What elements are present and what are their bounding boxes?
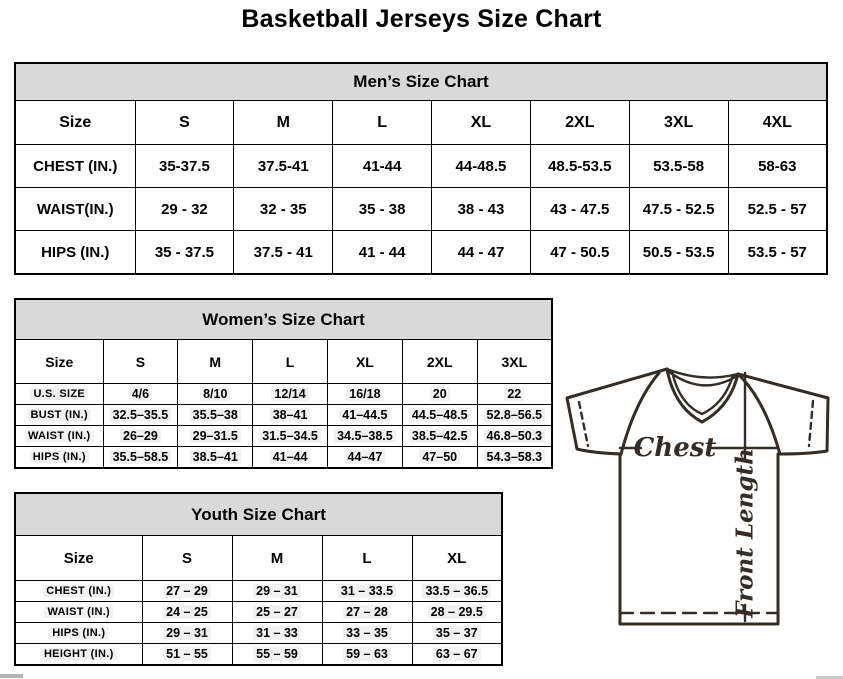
women-col-header-l: L	[253, 340, 328, 384]
men-value-cell: 35 - 38	[333, 188, 432, 231]
men-chart-title: Men’s Size Chart	[15, 63, 827, 101]
women-value-cell	[327, 405, 402, 426]
men-data-row	[15, 145, 827, 188]
youth-value-cell	[232, 602, 322, 623]
youth-value-cell-text: 29 – 31	[163, 626, 211, 640]
youth-row-label	[15, 602, 142, 623]
women-value-cell	[178, 405, 253, 426]
men-size-header: Size	[15, 101, 135, 145]
youth-col-header-l: L	[322, 536, 412, 581]
youth-value-cell	[142, 581, 232, 602]
women-row-label	[15, 447, 103, 469]
youth-size-header: Size	[15, 536, 142, 581]
men-value-cell: 47 - 50.5	[530, 231, 629, 275]
men-value-cell: 29 - 32	[135, 188, 234, 231]
youth-col-header-xl: XL	[412, 536, 502, 581]
women-value-cell	[253, 405, 328, 426]
youth-value-cell-text: 31 – 33.5	[338, 584, 396, 598]
youth-data-row	[15, 581, 502, 602]
men-col-header-4xl: 4XL	[728, 101, 827, 145]
women-value-cell-text: 35.5–58.5	[110, 450, 172, 464]
men-col-header-s: S	[135, 101, 234, 145]
women-row-label-text: U.S. SIZE	[30, 388, 88, 400]
women-data-row	[15, 447, 552, 469]
women-col-header-s: S	[103, 340, 178, 384]
women-data-row	[15, 405, 552, 426]
men-value-cell: 35 - 37.5	[135, 231, 234, 275]
women-data-row	[15, 426, 552, 447]
front-length-label: Front Length	[731, 448, 759, 618]
women-value-cell	[253, 447, 328, 469]
youth-row-label	[15, 581, 142, 602]
youth-value-cell-text: 63 – 67	[433, 647, 481, 661]
men-value-cell: 41-44	[333, 145, 432, 188]
women-value-cell	[402, 447, 477, 469]
mens-size-chart-table	[14, 62, 828, 275]
women-value-cell	[477, 384, 552, 405]
women-value-cell	[327, 384, 402, 405]
men-value-cell: 32 - 35	[234, 188, 333, 231]
men-col-header-l: L	[333, 101, 432, 145]
youth-value-cell-text: 55 – 59	[253, 647, 301, 661]
men-col-header-2xl: 2XL	[530, 101, 629, 145]
women-value-cell-text: 52.8–56.5	[484, 408, 546, 422]
youth-row-label-text: WAIST (IN.)	[44, 606, 113, 618]
youth-value-cell	[412, 581, 502, 602]
women-row-label-text: WAIST (IN.)	[25, 430, 94, 442]
youth-value-cell	[322, 644, 412, 666]
women-value-cell-text: 38–41	[270, 408, 311, 422]
youth-value-cell-text: 59 – 63	[343, 647, 391, 661]
women-col-header-m: M	[178, 340, 253, 384]
women-row-label-text: HIPS (IN.)	[30, 451, 89, 463]
men-header-row	[15, 101, 827, 145]
women-row-label	[15, 405, 103, 426]
women-data-row	[15, 384, 552, 405]
women-value-cell	[327, 426, 402, 447]
women-value-cell-text: 34.5–38.5	[334, 429, 396, 443]
jersey-right-sleeve	[738, 374, 828, 454]
men-data-row	[15, 188, 827, 231]
women-value-cell-text: 38.5–41	[190, 450, 241, 464]
women-value-cell-text: 29–31.5	[190, 429, 241, 443]
youth-size-chart-table	[14, 492, 503, 666]
men-value-cell: 52.5 - 57	[728, 188, 827, 231]
women-value-cell	[253, 384, 328, 405]
women-value-cell-text: 41–44.5	[339, 408, 390, 422]
men-value-cell: 41 - 44	[333, 231, 432, 275]
women-value-cell	[402, 384, 477, 405]
women-value-cell	[103, 426, 178, 447]
youth-data-row	[15, 602, 502, 623]
youth-value-cell-text: 33.5 – 36.5	[422, 584, 491, 598]
youth-chart-title: Youth Size Chart	[15, 493, 502, 536]
men-value-cell: 53.5-58	[629, 145, 728, 188]
women-col-header-2xl: 2XL	[402, 340, 477, 384]
men-value-cell: 58-63	[728, 145, 827, 188]
women-value-cell-text: 44–47	[345, 450, 386, 464]
youth-value-cell	[232, 644, 322, 666]
youth-header-row	[15, 536, 502, 581]
youth-row-label-text: HEIGHT (IN.)	[41, 648, 117, 660]
youth-data-row	[15, 644, 502, 666]
youth-value-cell-text: 31 – 33	[253, 626, 301, 640]
youth-value-cell-text: 27 – 28	[343, 605, 391, 619]
women-row-label-text: BUST (IN.)	[28, 409, 91, 421]
youth-value-cell	[412, 602, 502, 623]
men-value-cell: 50.5 - 53.5	[629, 231, 728, 275]
women-value-cell	[103, 447, 178, 469]
women-col-header-3xl: 3XL	[477, 340, 552, 384]
men-value-cell: 38 - 43	[432, 188, 531, 231]
men-col-header-m: M	[234, 101, 333, 145]
womens-size-chart-table	[14, 298, 553, 469]
youth-col-header-m: M	[232, 536, 322, 581]
women-value-cell-text: 32.5–35.5	[110, 408, 172, 422]
men-row-label: HIPS (IN.)	[15, 231, 135, 275]
youth-value-cell	[412, 644, 502, 666]
women-value-cell	[103, 384, 178, 405]
women-value-cell	[402, 405, 477, 426]
youth-value-cell	[232, 623, 322, 644]
women-value-cell-text: 4/6	[129, 387, 152, 401]
youth-row-label	[15, 644, 142, 666]
men-value-cell: 44 - 47	[432, 231, 531, 275]
youth-value-cell-text: 24 – 25	[163, 605, 211, 619]
women-value-cell	[178, 426, 253, 447]
women-value-cell-text: 26–29	[120, 429, 161, 443]
women-value-cell	[477, 405, 552, 426]
youth-value-cell-text: 51 – 55	[163, 647, 211, 661]
youth-row-label-text: HIPS (IN.)	[49, 627, 108, 639]
women-row-label	[15, 426, 103, 447]
scrollbar-fragment-left	[0, 674, 23, 678]
men-col-header-3xl: 3XL	[629, 101, 728, 145]
jersey-measurement-diagram	[561, 363, 835, 627]
women-value-cell	[327, 447, 402, 469]
youth-value-cell	[322, 623, 412, 644]
women-value-cell-text: 41–44	[270, 450, 311, 464]
youth-value-cell	[142, 644, 232, 666]
men-value-cell: 37.5 - 41	[234, 231, 333, 275]
youth-value-cell	[142, 602, 232, 623]
youth-row-label-text: CHEST (IN.)	[43, 585, 114, 597]
women-value-cell	[178, 447, 253, 469]
women-value-cell	[477, 447, 552, 469]
women-value-cell	[178, 384, 253, 405]
men-value-cell: 53.5 - 57	[728, 231, 827, 275]
jersey-right-cuff-stitch	[809, 401, 813, 446]
men-value-cell: 48.5-53.5	[530, 145, 629, 188]
youth-value-cell-text: 28 – 29.5	[428, 605, 486, 619]
page-title: Basketball Jerseys Size Chart	[241, 5, 602, 33]
women-value-cell-text: 35.5–38	[190, 408, 241, 422]
youth-value-cell-text: 27 – 29	[163, 584, 211, 598]
women-size-header: Size	[15, 340, 103, 384]
women-value-cell-text: 8/10	[200, 387, 230, 401]
women-value-cell-text: 38.5–42.5	[409, 429, 471, 443]
women-value-cell-text: 46.8–50.3	[484, 429, 546, 443]
youth-data-row	[15, 623, 502, 644]
youth-value-cell	[232, 581, 322, 602]
women-col-header-xl: XL	[327, 340, 402, 384]
women-row-label	[15, 384, 103, 405]
women-chart-title: Women’s Size Chart	[15, 299, 552, 340]
women-value-cell-text: 31.5–34.5	[259, 429, 321, 443]
women-value-cell-text: 54.3–58.3	[484, 450, 546, 464]
women-header-row	[15, 340, 552, 384]
women-value-cell	[253, 426, 328, 447]
youth-value-cell	[412, 623, 502, 644]
women-value-cell-text: 44.5–48.5	[409, 408, 471, 422]
chest-label: Chest	[633, 433, 717, 463]
men-value-cell: 44-48.5	[432, 145, 531, 188]
women-value-cell	[477, 426, 552, 447]
men-value-cell: 43 - 47.5	[530, 188, 629, 231]
men-value-cell: 37.5-41	[234, 145, 333, 188]
jersey-left-cuff-stitch	[579, 402, 588, 446]
youth-col-header-s: S	[142, 536, 232, 581]
youth-value-cell	[142, 623, 232, 644]
youth-value-cell-text: 25 – 27	[253, 605, 301, 619]
youth-row-label	[15, 623, 142, 644]
women-value-cell-text: 20	[430, 387, 450, 401]
women-value-cell	[103, 405, 178, 426]
men-col-header-xl: XL	[432, 101, 531, 145]
youth-value-cell	[322, 581, 412, 602]
youth-value-cell-text: 29 – 31	[253, 584, 301, 598]
men-value-cell: 35-37.5	[135, 145, 234, 188]
youth-value-cell-text: 33 – 35	[343, 626, 391, 640]
women-value-cell-text: 12/14	[271, 387, 308, 401]
women-value-cell-text: 47–50	[419, 450, 460, 464]
youth-value-cell-text: 35 – 37	[433, 626, 481, 640]
women-value-cell-text: 16/18	[346, 387, 383, 401]
men-row-label: WAIST(IN.)	[15, 188, 135, 231]
youth-value-cell	[322, 602, 412, 623]
men-value-cell: 47.5 - 52.5	[629, 188, 728, 231]
women-value-cell-text: 22	[504, 387, 524, 401]
men-data-row	[15, 231, 827, 275]
women-value-cell	[402, 426, 477, 447]
men-row-label: CHEST (IN.)	[15, 145, 135, 188]
